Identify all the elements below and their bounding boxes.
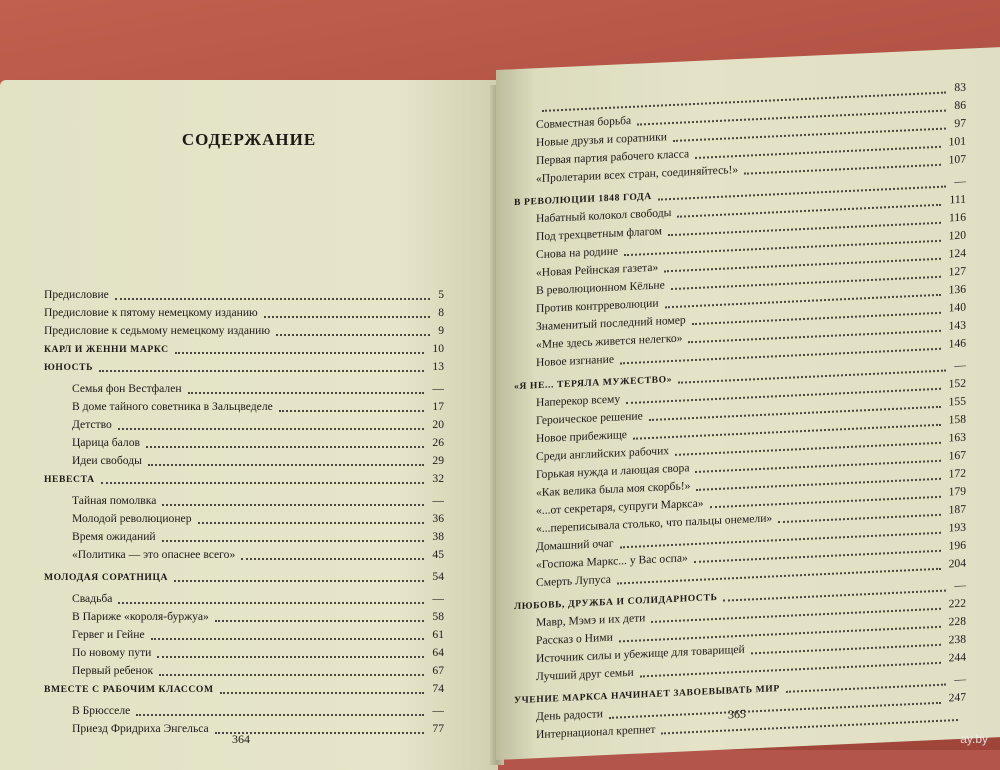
toc-entry-label: Тайная помолвка <box>72 494 157 507</box>
toc-entry-page: 146 <box>948 336 966 351</box>
toc-entry-page: 54 <box>432 570 444 583</box>
toc-entry-label: Предисловие к пятому немецкому изданию <box>44 306 258 319</box>
dot-leader <box>157 656 424 658</box>
left-page <box>0 80 498 770</box>
toc-entry-label: В революционном Кёльне <box>536 278 665 298</box>
dot-leader <box>162 504 424 506</box>
dot-leader <box>175 352 424 354</box>
toc-entry-label: В Париже «короля-буржуа» <box>72 610 209 623</box>
toc-entry-page: 222 <box>948 596 966 611</box>
toc-entry-label: МОЛОДАЯ СОРАТНИЦА <box>44 572 169 583</box>
right-page <box>496 47 1000 760</box>
toc-entry-label: ВМЕСТЕ С РАБОЧИМ КЛАССОМ <box>44 684 214 695</box>
toc-entry-label: Снова на родине <box>536 244 619 262</box>
page-number-right: 365 <box>728 706 746 722</box>
toc-section-heading <box>44 358 444 376</box>
toc-entry-label: НЕВЕСТА <box>44 474 95 485</box>
toc-entry-label: Время ожиданий <box>72 530 156 543</box>
toc-entry-page: 67 <box>432 664 444 677</box>
dot-leader <box>279 410 424 412</box>
toc-entry-page: 58 <box>432 610 444 623</box>
toc-entry <box>44 322 444 340</box>
toc-entry-label: Героическое решение <box>536 409 643 428</box>
toc-entry-page: 107 <box>948 152 966 167</box>
toc-entry-label: Первый ребенок <box>72 664 154 677</box>
toc-entry-label: ЛЮБОВЬ, ДРУЖБА И СОЛИДАРНОСТЬ <box>514 591 718 613</box>
toc-entry-label: Знаменитый последний номер <box>536 313 686 334</box>
toc-entry-page: 187 <box>948 502 966 517</box>
toc-entry-page: 158 <box>948 412 966 427</box>
toc-entry-page: 116 <box>949 210 966 225</box>
toc-entry <box>44 304 444 322</box>
toc-entry-label: Источник силы и убежище для товарищей <box>536 642 745 666</box>
toc-entry-label: День радости <box>536 707 603 724</box>
toc-entry-page: 136 <box>948 282 966 297</box>
toc-entry-page: 163 <box>948 430 966 445</box>
toc-entry-page: — <box>954 578 966 593</box>
toc-entry-label: «Как велика была моя скорбь!» <box>536 479 691 500</box>
toc-entry-page: 196 <box>948 538 966 553</box>
toc-entry-label: Предисловие <box>44 288 109 301</box>
toc-entry-page: 124 <box>948 246 966 261</box>
toc-entry-label: Совместная борьба <box>536 113 632 132</box>
toc-entry-page: — <box>954 174 966 189</box>
toc-entry-page: 152 <box>948 376 966 391</box>
toc-entry <box>72 492 444 510</box>
dot-leader <box>162 540 424 542</box>
toc-entry-label: «Я НЕ... ТЕРЯЛА МУЖЕСТВО» <box>514 374 673 393</box>
toc-entry <box>72 720 444 738</box>
toc-entry-label: В доме тайного советника в Зальцведеле <box>72 400 273 413</box>
toc-entry-page: — <box>432 704 444 717</box>
toc-entry-label: Под трехцветным флагом <box>536 224 663 244</box>
toc-entry-label: Идеи свободы <box>72 454 142 467</box>
toc-entry-label: «...от секретаря, супруги Маркса» <box>536 496 704 518</box>
dot-leader <box>661 719 958 734</box>
toc-entry-page: 38 <box>432 530 444 543</box>
toc-entry-label: Свадьба <box>72 592 113 605</box>
toc-entry <box>72 590 444 608</box>
dot-leader <box>220 692 424 694</box>
toc-entry-page: 45 <box>432 548 444 561</box>
toc-entry-page: 97 <box>954 116 966 131</box>
toc-entry <box>72 702 444 720</box>
toc-entry <box>72 398 444 416</box>
toc-entry-page: 20 <box>432 418 444 431</box>
toc-entry-page: 140 <box>948 300 966 315</box>
toc-entry-label: Гервег и Гейне <box>72 628 145 641</box>
toc-entry <box>72 546 444 564</box>
toc-entry-page: 167 <box>948 448 966 463</box>
toc-entry-label: Мавр, Мэмэ и их дети <box>536 611 646 630</box>
dot-leader <box>241 558 424 560</box>
toc-entry <box>72 662 444 680</box>
toc-entry-page: 244 <box>948 650 966 665</box>
toc-entry-page: 36 <box>432 512 444 525</box>
toc-entry-label: Предисловие к седьмому немецкому изданию <box>44 324 271 337</box>
toc-entry <box>44 286 444 304</box>
toc-entry-label: УЧЕНИЕ МАРКСА НАЧИНАЕТ ЗАВОЕВЫВАТЬ МИР <box>514 683 780 707</box>
toc-entry-label: Новое прибежище <box>536 428 627 446</box>
dot-leader <box>99 370 424 372</box>
toc-entry-page: 204 <box>948 556 966 571</box>
toc-entry-page: — <box>432 592 444 605</box>
toc-section-heading <box>44 568 444 586</box>
toc-entry-label: По новому пути <box>72 646 152 659</box>
toc-entry-label: Горькая нужда и лающая свора <box>536 461 690 482</box>
toc-entry-page: 13 <box>432 360 444 373</box>
dot-leader <box>215 620 424 622</box>
toc-entry-label: Интернационал крепнет <box>536 722 656 742</box>
toc-entry-page: 143 <box>948 318 966 333</box>
toc-entry-page: 83 <box>954 80 966 95</box>
toc-entry-page: 5 <box>438 288 444 301</box>
toc-entry-label: В Брюсселе <box>72 704 131 717</box>
toc-entry-label: «Госпожа Маркс... у Вас оспа» <box>536 551 688 572</box>
toc-entry-page: 77 <box>432 722 444 735</box>
toc-section-heading <box>44 470 444 488</box>
page-number-left: 364 <box>232 732 250 746</box>
toc-entry-page: — <box>954 358 966 373</box>
toc-entry-page: 9 <box>438 324 444 337</box>
toc-entry-label: Смерть Лупуса <box>536 572 611 590</box>
toc-entry <box>72 528 444 546</box>
toc-entry-label: ЮНОСТЬ <box>44 362 94 373</box>
toc-entry-page: 247 <box>948 690 966 705</box>
dot-leader <box>118 428 424 430</box>
toc-entry-page: 26 <box>432 436 444 449</box>
toc-entry-page: 228 <box>948 614 966 629</box>
toc-entry-label: «...переписывала столько, что пальцы онемели» <box>536 511 773 536</box>
toc-entry-page: 29 <box>432 454 444 467</box>
toc-entry-label: «Мне здесь живется нелегко» <box>536 331 683 352</box>
toc-entry-page: — <box>432 382 444 395</box>
toc-entry-page: 179 <box>948 484 966 499</box>
toc-entry-page: 155 <box>948 394 966 409</box>
toc-entry-label: Детство <box>72 418 112 431</box>
toc-entry <box>72 452 444 470</box>
toc-entry-page: 120 <box>948 228 966 243</box>
toc-entry <box>72 380 444 398</box>
toc-entry-page: 10 <box>432 342 444 355</box>
dot-leader <box>744 164 941 175</box>
dot-leader <box>188 392 424 394</box>
dot-leader <box>159 674 424 676</box>
dot-leader <box>264 316 430 318</box>
dot-leader <box>101 482 424 484</box>
toc-entry-label: Новое изгнание <box>536 352 614 370</box>
toc-entry <box>72 434 444 452</box>
toc-entry-page: 172 <box>948 466 966 481</box>
toc-entry-page: 238 <box>948 632 966 647</box>
toc-entry-page: 111 <box>949 192 966 207</box>
watermark-text: ay.by <box>960 732 988 746</box>
toc-entry-page: 61 <box>432 628 444 641</box>
toc-entry-label: «Новая Рейнская газета» <box>536 260 659 280</box>
toc-entry-label: «Политика — это опаснее всего» <box>72 548 236 561</box>
toc-entry-label: Среди английских рабочих <box>536 444 670 464</box>
toc-entry-label: «Пролетарии всех стран, соединяйтесь!» <box>536 163 739 186</box>
dot-leader <box>136 714 424 716</box>
toc-entry-page: — <box>954 672 966 687</box>
toc-entry-page: 32 <box>432 472 444 485</box>
toc-entry-page: — <box>432 494 444 507</box>
toc-entry-label: Приезд Фридриха Энгельса <box>72 722 209 735</box>
toc-entry-label: Молодой революционер <box>72 512 192 525</box>
toc-section-heading <box>44 680 444 698</box>
toc-entry-page: 193 <box>948 520 966 535</box>
toc-entry <box>72 626 444 644</box>
dot-leader <box>118 602 424 604</box>
dot-leader <box>198 522 424 524</box>
toc-entry-label: Рассказ о Ними <box>536 630 613 648</box>
page-title: СОДЕРЖАНИЕ <box>181 130 317 149</box>
toc-entry-page: 64 <box>432 646 444 659</box>
dot-leader <box>146 446 424 448</box>
dot-leader <box>276 334 430 336</box>
toc-entry-page: 101 <box>948 134 966 149</box>
toc-entry-label: Царица балов <box>72 436 140 449</box>
dot-leader <box>115 298 430 300</box>
toc-entry-page: 86 <box>954 98 966 113</box>
toc-entry <box>72 510 444 528</box>
toc-entry-label: Семья фон Вестфален <box>72 382 182 395</box>
toc-entry-label: Домашний очаг <box>536 536 614 554</box>
toc-entry-label: КАРЛ И ЖЕННИ МАРКС <box>44 344 169 355</box>
toc-entry-label: Наперекор всему <box>536 392 621 410</box>
toc-entry-page: 74 <box>432 682 444 695</box>
toc-entry-label: Новые друзья и соратники <box>536 130 667 150</box>
toc-entry-page: 127 <box>948 264 966 279</box>
dot-leader <box>151 638 424 640</box>
toc-entry <box>72 416 444 434</box>
toc-entry <box>72 644 444 662</box>
toc-entry-label: Лучший друг семьи <box>536 665 634 684</box>
toc-entry-page: 17 <box>432 400 444 413</box>
dot-leader <box>148 464 424 466</box>
toc-entry-label: Набатный колокол свободы <box>536 206 672 226</box>
toc-entry <box>72 608 444 626</box>
toc-entry-label: Первая партия рабочего класса <box>536 147 690 168</box>
toc-entry-label: Против контрреволюции <box>536 296 659 316</box>
toc-entry-label: В РЕВОЛЮЦИИ 1848 ГОДА <box>514 190 652 209</box>
toc-entry-page: 8 <box>438 306 444 319</box>
toc-section-heading <box>44 340 444 358</box>
dot-leader <box>174 580 424 582</box>
